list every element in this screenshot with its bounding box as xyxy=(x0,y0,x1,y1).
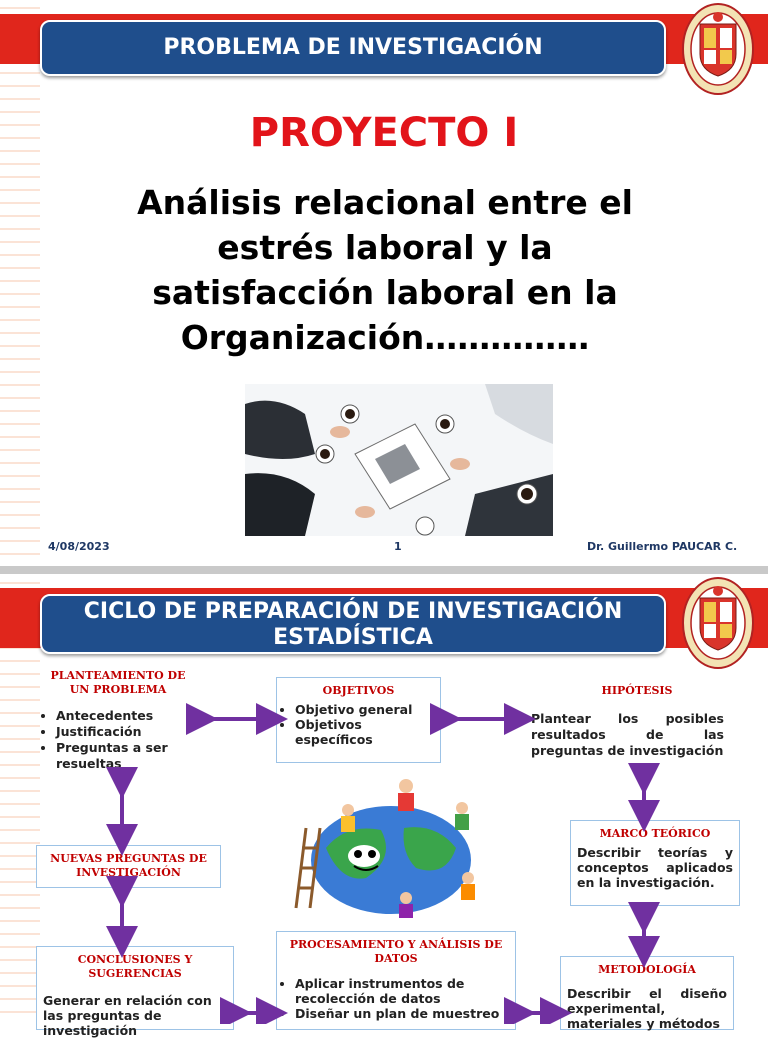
marco-teorico-box xyxy=(570,820,740,906)
hipotesis-title: HIPÓTESIS xyxy=(601,684,673,697)
footer-page-number: 1 xyxy=(394,540,402,553)
footer-author: Dr. Guillermo PAUCAR C. xyxy=(587,540,738,553)
list-item: • Aplicar instrumentos de recolección de datos xyxy=(295,976,515,1006)
research-title-line: Organización…………… xyxy=(180,318,590,357)
conclusiones-box xyxy=(36,946,234,1038)
research-title-line: estrés laboral y la xyxy=(217,228,553,267)
research-title-line: satisfacción laboral en la xyxy=(152,273,618,312)
conclusiones-title-line: SUGERENCIAS xyxy=(88,967,182,980)
procesamiento-title-line: PROCESAMIENTO Y ANÁLISIS DE xyxy=(289,938,503,951)
decorative-stripes xyxy=(0,0,40,566)
university-crest-icon xyxy=(682,2,754,96)
list-item: • Antecedentes xyxy=(56,708,226,724)
marco-teorico-title: MARCO TEÓRICO xyxy=(599,827,711,840)
procesamiento-list xyxy=(277,976,515,1021)
header-line: CICLO DE PREPARACIÓN DE INVESTIGACIÓN xyxy=(83,599,623,624)
metodologia-text: Describir el diseño experimental, materiales y métodos xyxy=(567,986,727,1031)
slide-header-title: PROBLEMA DE INVESTIGACIÓN xyxy=(40,20,666,76)
planteamiento-list xyxy=(38,708,226,772)
nuevas-preguntas-title-line: INVESTIGACIÓN xyxy=(76,866,181,879)
slide-separator xyxy=(0,566,768,574)
list-item: • Objetivos específicos xyxy=(295,717,440,747)
objetivos-box xyxy=(276,677,441,763)
list-item: • Objetivo general xyxy=(295,702,440,717)
conclusiones-text: Generar en relación con las preguntas de investigación xyxy=(43,993,212,1038)
research-title-line: Análisis relacional entre el xyxy=(137,183,633,222)
university-crest-icon xyxy=(682,576,754,670)
research-title xyxy=(60,180,710,360)
hipotesis-text: Plantear los posibles resultados de las preguntas de investigación xyxy=(531,711,724,758)
nuevas-preguntas-title-line: NUEVAS PREGUNTAS DE xyxy=(50,852,207,865)
procesamiento-box xyxy=(276,931,516,1030)
project-heading: PROYECTO I xyxy=(249,110,519,156)
footer-date: 4/08/2023 xyxy=(48,540,110,553)
planteamiento-title-line: UN PROBLEMA xyxy=(69,683,167,696)
list-item: • Justificación xyxy=(56,724,226,740)
list-item: • Diseñar un plan de muestreo xyxy=(295,1006,515,1021)
procesamiento-title-line: DATOS xyxy=(374,952,418,965)
marco-teorico-text: Describir teorías y conceptos aplicados en la investigación. xyxy=(577,845,733,890)
nuevas-preguntas-box xyxy=(36,845,221,888)
conclusiones-title-line: CONCLUSIONES Y xyxy=(77,953,193,966)
objetivos-list xyxy=(277,702,440,747)
list-item: • Preguntas a ser resueltas xyxy=(56,740,226,772)
objetivos-title: OBJETIVOS xyxy=(322,684,395,697)
planteamiento-title-line: PLANTEAMIENTO DE xyxy=(50,669,186,682)
metodologia-title: METODOLOGÍA xyxy=(598,963,696,976)
header-line: ESTADÍSTICA xyxy=(273,625,433,650)
business-meeting-photo xyxy=(245,384,553,536)
globe-children-illustration xyxy=(286,768,496,918)
planteamiento-title xyxy=(38,669,198,697)
slide-header-title xyxy=(40,594,666,654)
metodologia-box xyxy=(560,956,734,1030)
